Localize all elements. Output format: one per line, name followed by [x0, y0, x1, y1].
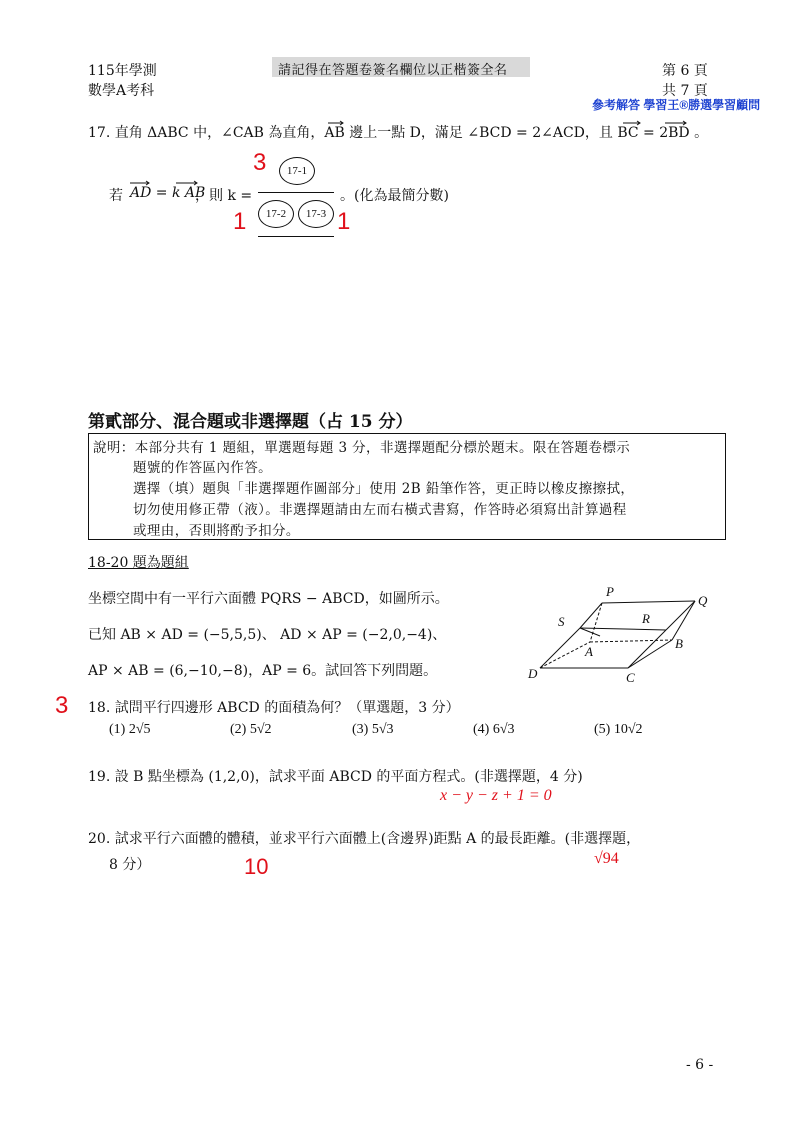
- q17-answer-numerator: 3: [253, 149, 267, 176]
- q17-answer-denominator-2: 1: [337, 208, 351, 235]
- page-number: - 6 -: [686, 1057, 714, 1073]
- parallelepiped-figure: [520, 578, 720, 684]
- vertex-label-c: C: [626, 670, 635, 684]
- instruction-line: 或理由，否則將酌予扣分。: [133, 523, 300, 539]
- group-label: 18-20 題為題組: [88, 555, 189, 571]
- blank-17-3[interactable]: 17-3: [298, 200, 334, 228]
- q18-choice-2[interactable]: (2) 5√2: [230, 722, 272, 737]
- instruction-line: 說明：本部分共有 1 題組，單選題每題 3 分，非選擇題配分標於題末。限在答題卷標示: [93, 440, 631, 456]
- group-intro: 坐標空間中有一平行六面體 PQRS − ABCD，如圖所示。: [88, 591, 449, 607]
- q17-condition-expression: AD = k AB: [130, 185, 206, 201]
- q20-stem-line2: 8 分）: [109, 857, 151, 873]
- page-current: 第 6 頁: [662, 63, 708, 79]
- instruction-line: 選擇（填）題與「非選擇題作圖部分」使用 2B 鉛筆作答，更正時以橡皮擦擦拭，: [133, 481, 635, 497]
- page-total: 共 7 頁: [662, 83, 708, 99]
- denominator-underline: [258, 236, 334, 237]
- vertex-label-a: A: [585, 644, 593, 659]
- vertex-label-p: P: [606, 584, 614, 599]
- q18-choice-3[interactable]: (3) 5√3: [352, 722, 394, 737]
- q17-vector-arrows: [0, 0, 800, 300]
- q17-condition-prefix: 若: [109, 188, 123, 204]
- q19-stem: 19. 設 B 點坐標為 (1,2,0)，試求平面 ABCD 的平面方程式。(非選擇題，4 分): [88, 769, 583, 785]
- signature-notice: 請記得在答題卷簽名欄位以正楷簽全名: [278, 63, 508, 78]
- q17-answer-denominator-1: 1: [233, 208, 247, 235]
- q17-suffix: 。(化為最簡分數): [340, 188, 449, 204]
- blank-17-1[interactable]: 17-1: [279, 157, 315, 185]
- q17-stem: 17. 直角 ΔABC 中，∠CAB 為直角，AB 邊上一點 D，滿足 ∠BCD = 2∠ACD，且 BC = 2BD 。: [88, 125, 709, 141]
- part2-title: 第貳部分、混合題或非選擇題（占 15 分）: [88, 412, 413, 432]
- exam-year-subject: 115年學測: [88, 63, 157, 79]
- instruction-line: 題號的作答區內作答。: [133, 460, 272, 476]
- q20-answer-volume: 10: [244, 854, 269, 879]
- q20-answer-distance: √94: [594, 850, 619, 867]
- given-cross-products-2: AP × AB = (6,−10,−8)，AP = 6。試回答下列問題。: [88, 663, 438, 679]
- vertex-label-b: B: [675, 636, 683, 651]
- fraction-bar: [258, 192, 334, 193]
- exam-name: 數學A考科: [88, 83, 155, 99]
- instruction-line: 切勿使用修正帶（液）。非選擇題請由左而右橫式書寫，作答時必須寫出計算過程: [133, 502, 627, 518]
- q18-answer: 3: [55, 692, 69, 719]
- vertex-label-s: S: [558, 614, 565, 629]
- q20-stem-line1: 20. 試求平行六面體的體積，並求平行六面體上(含邊界)距點 A 的最長距離。(非選擇題，: [88, 831, 641, 847]
- blank-17-2[interactable]: 17-2: [258, 200, 294, 228]
- reference-credit: 參考解答 學習王®勝選學習顧問: [592, 98, 761, 112]
- instructions-box: [88, 433, 726, 540]
- q18-choice-5[interactable]: (5) 10√2: [594, 722, 643, 737]
- q18-choice-1[interactable]: (1) 2√5: [109, 722, 151, 737]
- q17-condition-arrows: [125, 178, 205, 188]
- q17-then-label: ，則 k =: [195, 188, 253, 204]
- q18-choice-4[interactable]: (4) 6√3: [473, 722, 515, 737]
- given-cross-products-1: 已知 AB × AD = (−5,5,5)、 AD × AP = (−2,0,−4)、: [88, 627, 447, 643]
- vertex-label-d: D: [528, 666, 538, 681]
- q19-answer: x − y − z + 1 = 0: [440, 787, 552, 804]
- vertex-label-r: R: [642, 611, 650, 626]
- vertex-label-q: Q: [698, 593, 708, 608]
- q18-stem: 18. 試問平行四邊形 ABCD 的面積為何？（單選題，3 分）: [88, 700, 460, 716]
